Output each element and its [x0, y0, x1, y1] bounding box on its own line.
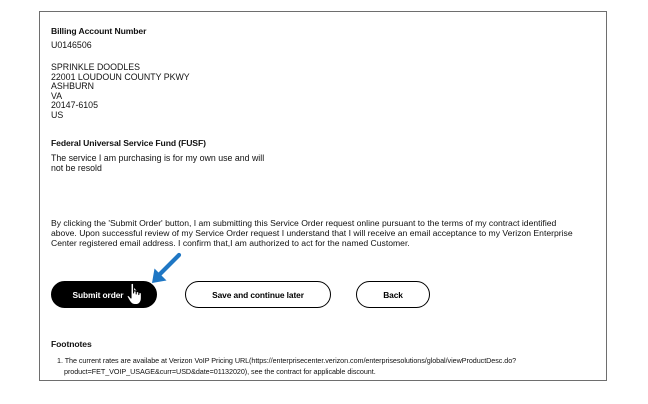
- address-line: 20147-6105: [51, 100, 98, 111]
- fusf-text-line: The service I am purchasing is for my own use and will: [51, 153, 265, 163]
- agreement-line: above. Upon successful review of my Service Order request I understand that I will receive an email acceptance to my Verizon Enterprise: [51, 227, 573, 238]
- footnotes-heading: Footnotes: [51, 339, 92, 349]
- agreement-line: Center registered email address. I confirm that,I am authorized to act for the named Customer.: [51, 237, 410, 248]
- address-line: SPRINKLE DOODLES: [51, 62, 140, 72]
- hand-cursor-icon: [125, 282, 145, 306]
- billing-account-heading: Billing Account Number: [51, 26, 147, 36]
- pointing-arrow-icon: [148, 251, 184, 287]
- fusf-heading: Federal Universal Service Fund (FUSF): [51, 138, 206, 148]
- submit-order-label: Submit order: [72, 289, 124, 300]
- footnote-item-line: product=FET_VOIP_USAGE&curr=USD&date=01132020), see the contract for applicable discount.: [64, 367, 376, 377]
- order-review-panel: [39, 11, 607, 381]
- address-line: VA: [51, 90, 63, 101]
- address-line: ASHBURN: [51, 81, 95, 92]
- back-label: Back: [383, 289, 403, 300]
- footnote-item-line: 1. The current rates are availabe at Verizon VoIP Pricing URL(https://enterprisecenter.verizon.com/enterprisesolutions/global/viewProductDesc.do?: [57, 356, 517, 365]
- billing-account-number: U0146506: [51, 40, 92, 50]
- agreement-line: By clicking the 'Submit Order' button, I am submitting this Service Order request online pursuant to the terms of my contract identified: [51, 218, 557, 228]
- back-button[interactable]: [356, 281, 430, 308]
- save-continue-later-button[interactable]: [185, 281, 331, 308]
- address-line: US: [51, 110, 64, 120]
- fusf-text-line: not be resold: [51, 162, 102, 173]
- save-continue-later-label: Save and continue later: [212, 289, 304, 300]
- address-line: 22001 LOUDOUN COUNTY PKWY: [51, 71, 190, 82]
